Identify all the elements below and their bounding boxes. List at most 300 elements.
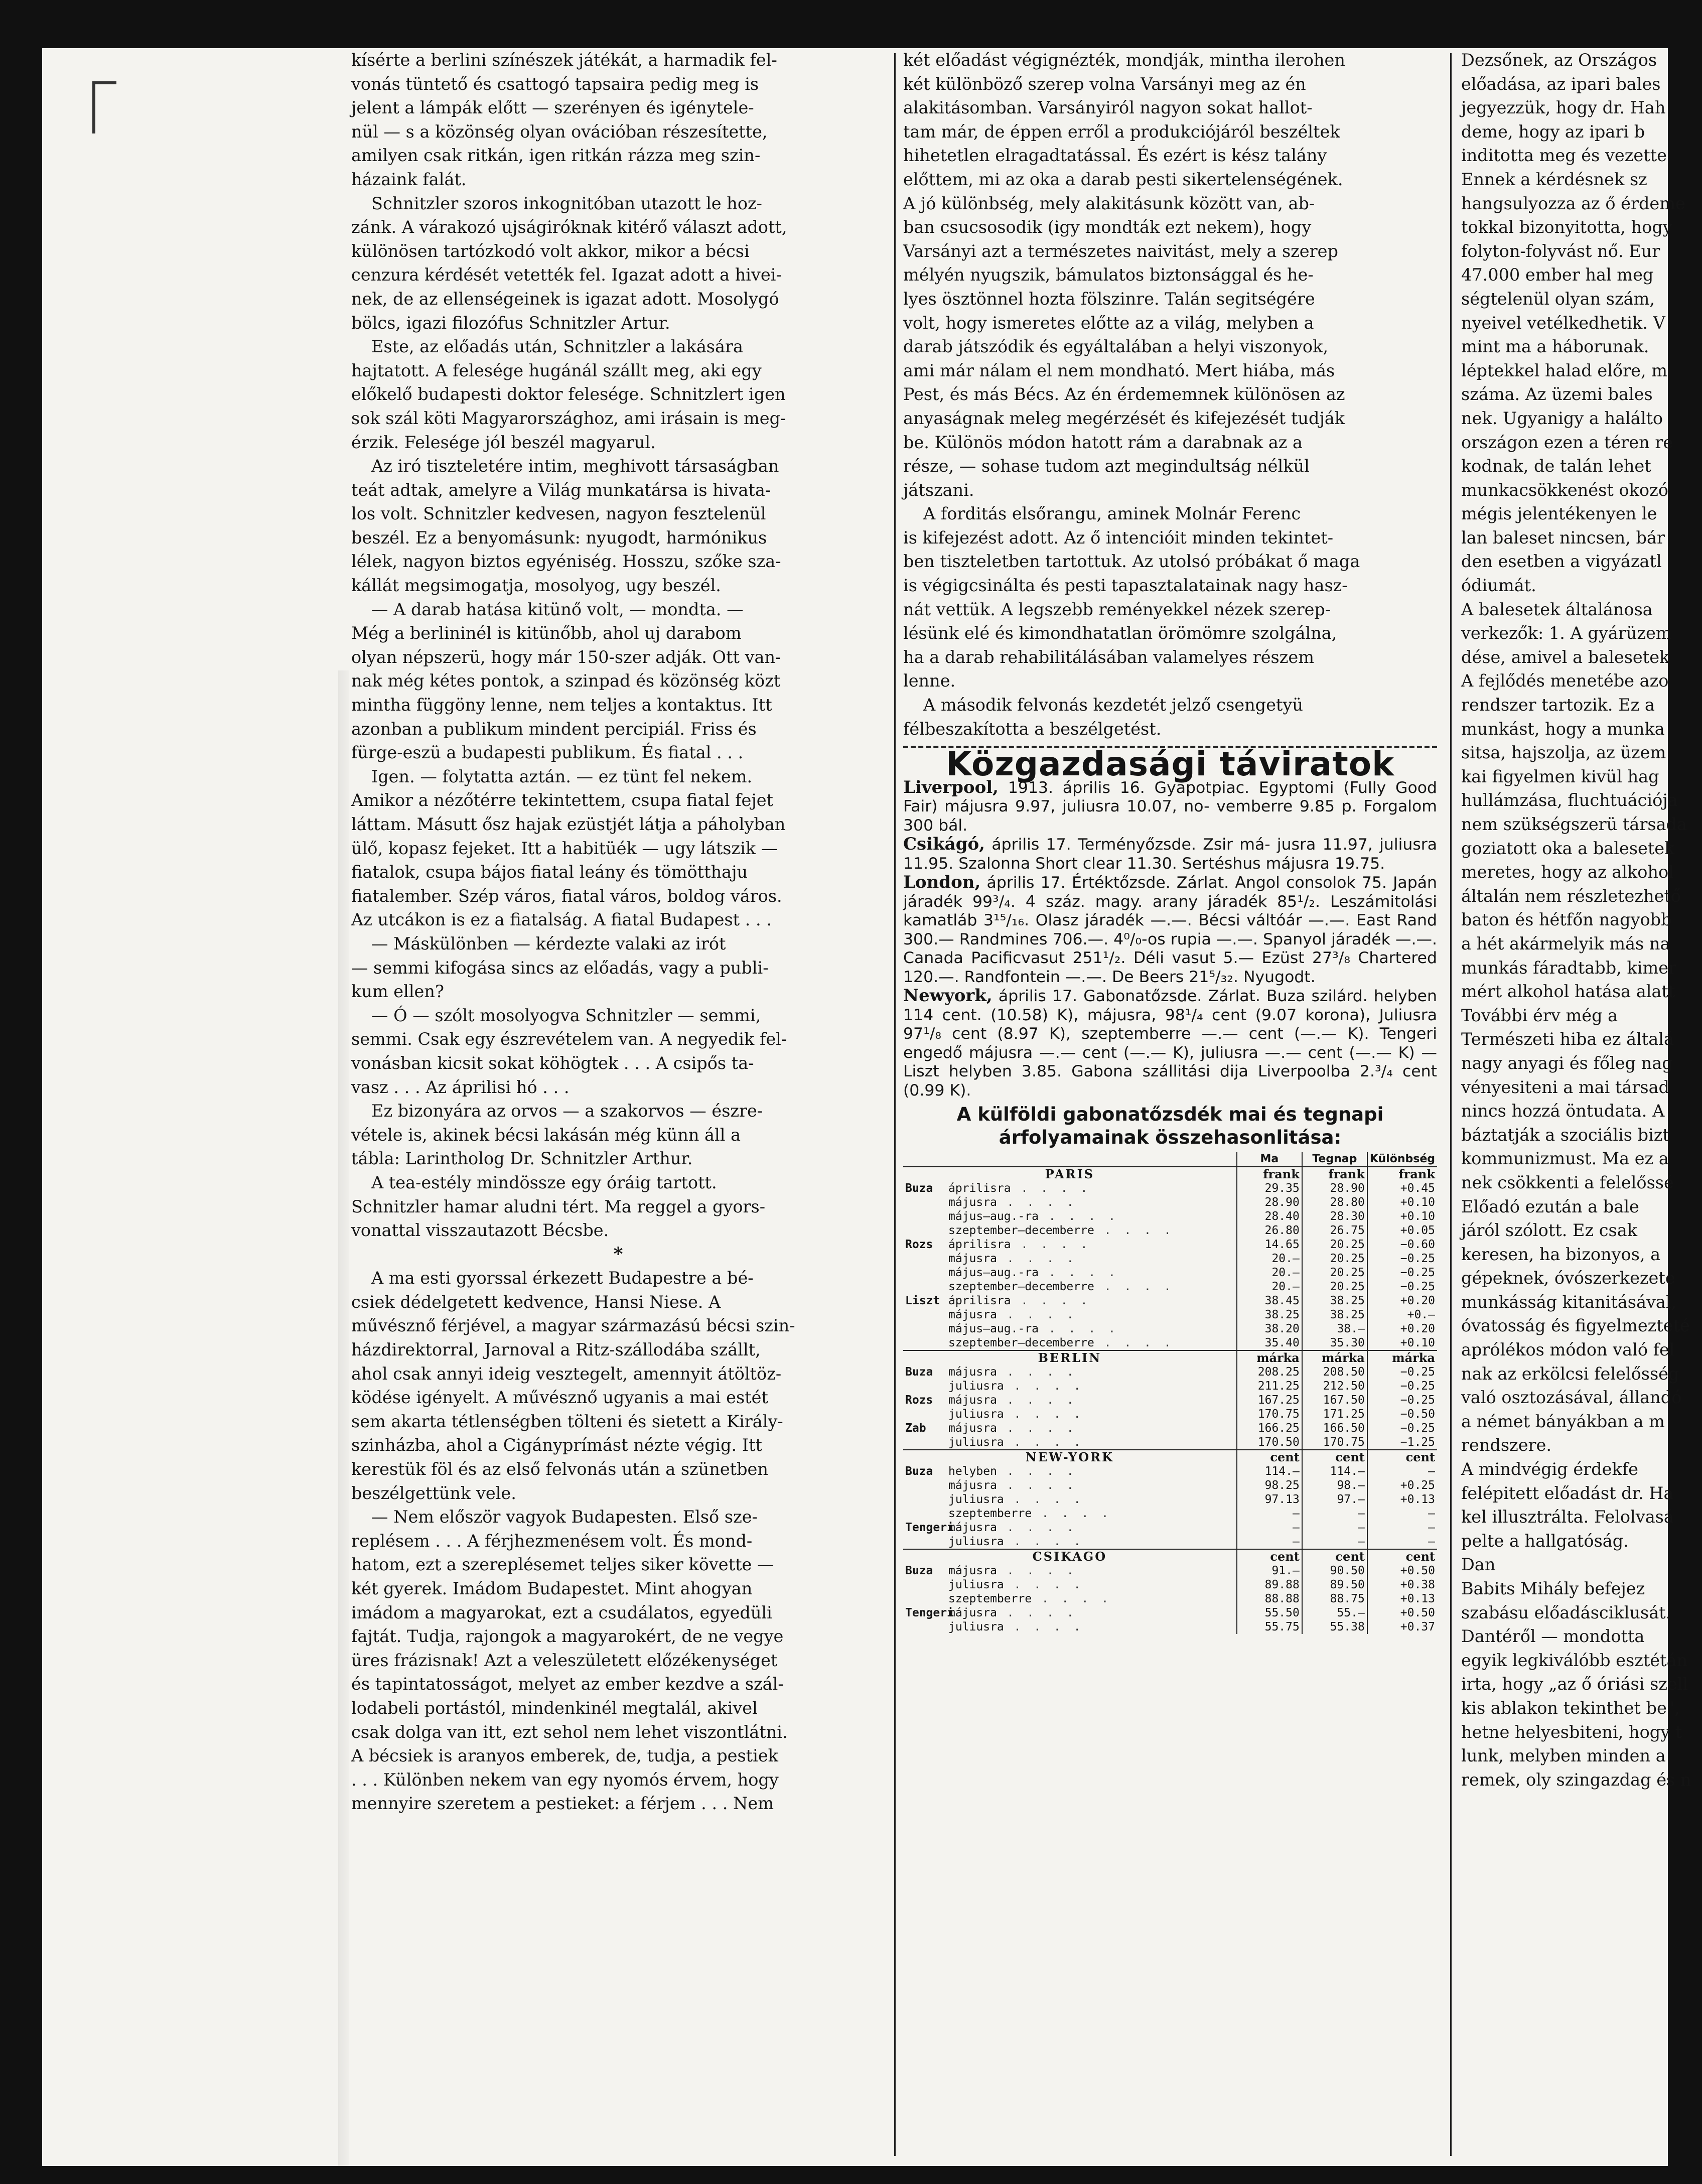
text-line: mélyén nyugszik, bámulatos biztonsággal és he- xyxy=(903,265,1314,285)
delivery-term: szeptemberre xyxy=(948,1507,1032,1521)
text-line: alakitásomban. Varsányiról nagyon sokat hallot- xyxy=(903,98,1313,118)
text-line: ahol csak annyi ideig vesztegelt, amennyit átöltöz- xyxy=(351,1363,782,1384)
text-line: hangsulyozza az ő érdeme xyxy=(1461,193,1685,213)
text-line: A forditás elsőrangu, aminek Molnár Ferenc xyxy=(923,504,1301,524)
price-cell: 167.25 xyxy=(1237,1393,1302,1407)
table-row xyxy=(903,1294,1437,1308)
price-cell: — xyxy=(1237,1521,1302,1535)
dot-leader: . . . . xyxy=(1094,1280,1174,1294)
text-line: két különböző szerep volna Varsányi meg az én xyxy=(903,74,1306,94)
text-line: verkezők: 1. A gyárüzem xyxy=(1461,623,1672,643)
telegraph-text: április 17. Értéktőzsde. Zárlat. Angol consolok 75. Japán járadék 99³/₄. 4 száz. magy. arany járadék 85¹/₂. Leszámitolási kamatláb 3¹⁵/₁₆. Olasz járadék —.—. Bécsi váltóár —.—. East Rand 300.— Randmines 706.—. 4⁰/₀-os rupia —.—. Spanyol járadék —.—. Canada Pacificvasut 251¹/₂. Déli vasut 5.— Ezüst 27³/₈ Chartered 120.—. Randfontein —.—. De Beers 21⁵/₃₂. Nyugodt. xyxy=(903,874,1437,986)
price-cell: 38.45 xyxy=(1237,1294,1302,1308)
text-line: los volt. Schnitzler kedvesen, nagyon fesztelenül xyxy=(351,504,766,524)
price-cell: 211.25 xyxy=(1237,1379,1302,1393)
text-line: munkás fáradtabb, kimer xyxy=(1461,958,1677,978)
text-line: léptekkel halad előre, m xyxy=(1461,360,1667,380)
dot-leader: . . . . xyxy=(1039,1266,1118,1280)
text-line: hetne helyesbiteni, hogy t xyxy=(1461,1722,1682,1742)
delivery-term: juliusra xyxy=(948,1380,1004,1393)
price-cell: +0.50 xyxy=(1367,1606,1437,1620)
row-label xyxy=(903,1266,1237,1280)
price-cell: 98.— xyxy=(1302,1478,1367,1492)
price-cell: −0.25 xyxy=(1367,1252,1437,1266)
delivery-term: május–aug.-ra xyxy=(948,1210,1039,1223)
price-cell: +0.10 xyxy=(1367,1336,1437,1350)
price-cell: −0.60 xyxy=(1367,1238,1437,1252)
telegraph-item xyxy=(903,835,1437,873)
price-cell: 38.20 xyxy=(1237,1322,1302,1336)
dot-leader: . . . . xyxy=(997,1196,1077,1209)
price-cell: 35.40 xyxy=(1237,1336,1302,1350)
text-line: üres frázisnak! Azt a veleszületett előzékenységet xyxy=(351,1650,778,1670)
price-cell: +0.10 xyxy=(1367,1195,1437,1209)
text-line: vonattal visszautazott Bécsbe. xyxy=(351,1220,609,1241)
text-line: is végigcsinálta és pesti tapasztalatainak nagy hasz- xyxy=(903,576,1348,596)
text-line: előkelő budapesti doktor felesége. Schnitzlert igen xyxy=(351,384,786,404)
dot-leader: . . . . xyxy=(997,1479,1077,1492)
text-line: is kifejezést adott. Az ő intencióit minden tekintet- xyxy=(903,527,1334,548)
delivery-term: májusra xyxy=(948,1606,997,1620)
dot-leader: . . . . xyxy=(1032,1507,1111,1521)
column-middle xyxy=(903,48,1437,1634)
text-line: mintha függöny lenne, nem teljes a kontaktus. Itt xyxy=(351,695,772,715)
text-line: keresen, ha bizonyos, a xyxy=(1461,1244,1661,1264)
delivery-term: juliusra xyxy=(948,1436,1004,1449)
price-cell: +0.20 xyxy=(1367,1322,1437,1336)
unit-label: frank xyxy=(1367,1167,1437,1181)
price-cell: 28.80 xyxy=(1302,1195,1367,1209)
text-line: lyes ösztönnel hozta fölszinre. Talán segitségére xyxy=(903,289,1315,309)
price-cell: 97.13 xyxy=(1237,1492,1302,1507)
table-row xyxy=(903,1280,1437,1294)
price-cell: 20.— xyxy=(1237,1252,1302,1266)
column-rule-1 xyxy=(894,53,896,2156)
text-line: óvatosság és figyelmezteté xyxy=(1461,1316,1690,1336)
row-label xyxy=(903,1407,1237,1421)
price-cell: 98.25 xyxy=(1237,1478,1302,1492)
dot-leader: . . . . xyxy=(1094,1224,1174,1238)
table-row xyxy=(903,1238,1437,1252)
row-label xyxy=(903,1223,1237,1238)
price-cell: — xyxy=(1302,1507,1367,1521)
text-line: Amikor a nézőtérre tekintettem, csupa fiatal fejet xyxy=(351,790,774,810)
price-cell: 166.25 xyxy=(1237,1421,1302,1435)
text-line: báztatják a szociális bizt xyxy=(1461,1125,1669,1145)
text-line: * xyxy=(613,1243,623,1265)
text-line: házdirektorral, Jarnoval a Ritz-szállodába szállt, xyxy=(351,1340,761,1360)
text-line: replésem . . . A férjhezmenésem volt. És mond- xyxy=(351,1531,753,1551)
unit-label: cent xyxy=(1302,1549,1367,1564)
text-line: Az iró tiszteletére intim, meghivott társaságban xyxy=(371,456,779,476)
text-line: amilyen csak ritkán, igen ritkán rázza meg szin- xyxy=(351,146,761,166)
text-line: lésünk elé és kimondhatatlan örömömre szolgálna, xyxy=(903,623,1337,643)
price-cell: 38.— xyxy=(1302,1322,1367,1336)
table-header-row xyxy=(903,1152,1437,1167)
text-line: szinházba, ahol a Cigányprímást nézte végig. Itt xyxy=(351,1435,763,1455)
paper-fold-shadow xyxy=(338,670,349,2166)
table-row xyxy=(903,1209,1437,1223)
text-line: munkásság kitanitásával, xyxy=(1461,1292,1677,1312)
dot-leader: . . . . xyxy=(1004,1578,1084,1592)
dot-leader: . . . . xyxy=(1039,1322,1118,1336)
price-cell: — xyxy=(1302,1521,1367,1535)
text-line: munkacsökkenést okozó xyxy=(1461,480,1668,500)
row-label xyxy=(903,1280,1237,1294)
telegraph-item xyxy=(903,987,1437,1100)
price-cell: 208.25 xyxy=(1237,1365,1302,1379)
row-label xyxy=(903,1393,1237,1407)
text-line: két előadást végignézték, mondják, mintha ilerohen xyxy=(903,50,1345,70)
commodity-name: Tengeri xyxy=(905,1521,954,1535)
text-line: remek, oly szingazdag és n xyxy=(1461,1769,1691,1790)
text-line: folyton-folyvást nő. Eur xyxy=(1461,241,1660,261)
text-line: száma. Az üzemi bales xyxy=(1461,384,1653,404)
text-line: mégis jelentékenyen le xyxy=(1461,504,1657,524)
price-cell: 55.38 xyxy=(1302,1620,1367,1634)
dot-leader: . . . . xyxy=(1004,1493,1084,1507)
telegraph-text: április 17. Gabonatőzsde. Zárlat. Buza szilárd. helyben 114 cent. (10.58) K), májusra, 98¹/₄ cent (9.07 korona), Juliusra 97¹/₈ cent (8.97 K), szeptemberre —.— cent (—.— K). Tengeri engedő májusra —.— cent (—.— K), juliusra —.— cent (—.— K) — Liszt helyben 3.85. Gabona szállitási dija Liverpoolba 2.³/₄ cent (0.99 K). xyxy=(903,987,1437,1100)
dot-leader: . . . . xyxy=(1011,1238,1091,1252)
price-cell: — xyxy=(1367,1464,1437,1478)
price-cell: +0.50 xyxy=(1367,1564,1437,1578)
row-label xyxy=(903,1592,1237,1606)
dot-leader: . . . . xyxy=(997,1606,1077,1620)
header-spacer xyxy=(903,1152,1237,1167)
dot-leader: . . . . xyxy=(1004,1408,1084,1421)
table-row xyxy=(903,1322,1437,1336)
price-cell: 97.— xyxy=(1302,1492,1367,1507)
text-line: ségtelenül olyan szám, xyxy=(1461,289,1655,309)
price-cell: +0.13 xyxy=(1367,1592,1437,1606)
price-cell: — xyxy=(1237,1507,1302,1521)
text-line: beszélgettünk vele. xyxy=(351,1483,516,1503)
text-line: Babits Mihály befejez xyxy=(1461,1579,1645,1598)
table-row xyxy=(903,1336,1437,1350)
price-cell: 14.65 xyxy=(1237,1238,1302,1252)
text-line: fürge-eszü a budapesti publikum. És fiatal . . . xyxy=(351,743,744,763)
text-line: Dan xyxy=(1461,1555,1496,1575)
row-label xyxy=(903,1195,1237,1209)
price-cell: +0.10 xyxy=(1367,1209,1437,1223)
dot-leader: . . . . xyxy=(997,1366,1077,1379)
row-label xyxy=(903,1421,1237,1435)
text-line: tokkal bizonyitotta, hogy xyxy=(1461,217,1672,237)
text-line: den esetben a vigyázatl xyxy=(1461,552,1662,572)
commodity-name: Liszt xyxy=(905,1294,940,1308)
telegraph-item xyxy=(903,778,1437,836)
price-cell: — xyxy=(1367,1507,1437,1521)
delivery-term: juliusra xyxy=(948,1535,1004,1549)
price-cell: 55.50 xyxy=(1237,1606,1302,1620)
telegraph-headline: Közgazdasági táviratok xyxy=(946,745,1394,784)
text-line: vétele is, akinek bécsi lakásán még künn áll a xyxy=(351,1125,741,1145)
text-line: vényesiteni a mai társad xyxy=(1461,1077,1669,1097)
text-line: a német bányákban a m xyxy=(1461,1411,1665,1431)
price-cell: 171.25 xyxy=(1302,1407,1367,1421)
column-rule-2 xyxy=(1450,53,1452,2156)
delivery-term: helyben xyxy=(948,1465,997,1478)
table-row xyxy=(903,1223,1437,1238)
delivery-term: május–aug.-ra xyxy=(948,1266,1039,1280)
commodity-name: Buza xyxy=(905,1366,933,1379)
text-line: Természeti hiba ez általá xyxy=(1461,1029,1674,1049)
text-line: nát vettük. A legszebb reményekkel nézek szerep- xyxy=(903,599,1331,619)
table-row xyxy=(903,1308,1437,1322)
text-line: tábla: Larintholog Dr. Schnitzler Arthur. xyxy=(351,1149,693,1169)
market-section-row xyxy=(903,1549,1437,1564)
corner-crop-mark xyxy=(92,81,116,133)
text-line: lunk, melyben minden a xyxy=(1461,1746,1666,1766)
commodity-name: Rozs xyxy=(905,1238,933,1252)
text-line: A mindvégig érdekfe xyxy=(1461,1459,1638,1479)
delivery-term: áprilisra xyxy=(948,1182,1011,1195)
dot-leader: . . . . xyxy=(1032,1592,1111,1606)
text-line: ködése igényelt. A művésznő ugyanis a mai estét xyxy=(351,1388,768,1408)
price-cell: −0.25 xyxy=(1367,1379,1437,1393)
price-cell: −0.25 xyxy=(1367,1393,1437,1407)
text-line: ban csucsosodik (igy mondták ezt nekem), hogy xyxy=(903,217,1312,237)
delivery-term: szeptember–decemberre xyxy=(948,1224,1094,1238)
price-cell: 38.25 xyxy=(1237,1308,1302,1322)
text-line: Varsányi azt a természetes naivitást, mely a szerep xyxy=(903,241,1338,261)
text-line: aprólékos módon való fel xyxy=(1461,1340,1675,1360)
table-row xyxy=(903,1535,1437,1549)
table-row xyxy=(903,1393,1437,1407)
text-line: — Ó — szólt mosolyogva Schnitzler — semmi, xyxy=(371,1005,761,1025)
price-cell: −0.25 xyxy=(1367,1266,1437,1280)
table-row xyxy=(903,1421,1437,1435)
price-cell: 90.50 xyxy=(1302,1564,1367,1578)
price-cell: 88.75 xyxy=(1302,1592,1367,1606)
price-cell: — xyxy=(1367,1535,1437,1549)
text-line: nincs hozzá öntudata. A xyxy=(1461,1101,1665,1121)
text-line: vonás tüntető és csattogó tapsaira pedig meg is xyxy=(351,74,759,94)
text-line: egyik legkiválóbb esztétán xyxy=(1461,1650,1688,1670)
text-line: fiatalember. Szép város, fiatal város, boldog város. xyxy=(351,886,782,906)
price-cell: 114.— xyxy=(1237,1464,1302,1478)
text-line: nagy anyagi és főleg nag xyxy=(1461,1053,1673,1073)
text-line: . . . Különben nekem van egy nyomós érvem, hogy xyxy=(351,1769,779,1790)
text-line: országon ezen a téren re xyxy=(1461,432,1673,452)
text-line: Igen. — folytatta aztán. — ez tünt fel nekem. xyxy=(371,766,753,786)
text-line: gépeknek, óvószerkezete xyxy=(1461,1268,1675,1288)
telegraph-city: Csikágó, xyxy=(903,834,985,855)
row-label xyxy=(903,1252,1237,1266)
price-cell: −0.50 xyxy=(1367,1407,1437,1421)
price-cell: — xyxy=(1367,1521,1437,1535)
text-line: mért alkohol hatása alatt xyxy=(1461,982,1675,1002)
table-row xyxy=(903,1379,1437,1393)
delivery-term: májusra xyxy=(948,1252,997,1266)
unit-label: cent xyxy=(1367,1450,1437,1464)
text-line: A második felvonás kezdetét jelző csengetyü xyxy=(923,695,1303,715)
row-label xyxy=(903,1336,1237,1350)
text-line: nak még kétes pontok, a szinpad és közönség közt xyxy=(351,671,781,691)
text-line: semmi. Csak egy észrevételem van. A negyedik fel- xyxy=(351,1029,787,1049)
text-line: nyeivel vetélkedhetik. V xyxy=(1461,313,1665,333)
text-line: ha a darab rehabilitálásában valamelyes részem xyxy=(903,647,1314,667)
text-line: lenne. xyxy=(903,671,956,691)
text-line: művésznő férjével, a magyar származású bécsi szin- xyxy=(351,1316,795,1336)
market-name: PARIS xyxy=(903,1167,1237,1181)
delivery-term: juliusra xyxy=(948,1620,1004,1634)
text-line: házaink falát. xyxy=(351,169,467,189)
text-line: Még a berlininél is kitünőbb, ahol uj darabom xyxy=(351,623,742,643)
table-row xyxy=(903,1407,1437,1421)
commodity-name: Buza xyxy=(905,1564,933,1578)
delivery-term: májusra xyxy=(948,1479,997,1492)
text-line: kel illusztrálta. Felolvasá xyxy=(1461,1507,1674,1527)
text-line: nek. Ugyanigy a halálto xyxy=(1461,408,1663,428)
text-line: lan baleset nincsen, bár xyxy=(1461,527,1665,548)
text-line: darab játszódik és egyáltalában a helyi viszonyok, xyxy=(903,337,1329,357)
column-header: Ma xyxy=(1237,1152,1302,1167)
text-line: láttam. Másutt ősz hajak ezüstjét látja a páholyban xyxy=(351,814,786,834)
text-line: járól szólott. Ez csak xyxy=(1461,1220,1637,1241)
commodity-name: Rozs xyxy=(905,1394,933,1407)
unit-label: frank xyxy=(1237,1167,1302,1181)
column-header: Különbség xyxy=(1367,1152,1437,1167)
price-cell: 166.50 xyxy=(1302,1421,1367,1435)
price-cell: 28.90 xyxy=(1302,1181,1367,1195)
price-cell: 20.25 xyxy=(1302,1252,1367,1266)
dot-leader: . . . . xyxy=(1004,1436,1084,1449)
text-line: — Máskülönben — kérdezte valaki az irót xyxy=(371,933,726,953)
text-line: Schnitzler hamar aludni tért. Ma reggel a gyors- xyxy=(351,1196,766,1216)
text-line: tam már, de éppen erről a produkciójáról beszéltek xyxy=(903,121,1340,142)
table-row xyxy=(903,1606,1437,1620)
price-cell: −0.25 xyxy=(1367,1280,1437,1294)
text-line: félbeszakította a beszélgetést. xyxy=(903,719,1162,739)
text-line: deme, hogy az ipari b xyxy=(1461,121,1645,142)
text-line: jelent a lámpák előtt — szerényen és igénytele- xyxy=(351,98,754,118)
text-line: munkást, hogy a munka xyxy=(1461,719,1665,739)
telegraph-city: Newyork, xyxy=(903,986,992,1006)
text-line: cenzura kérdését vetették fel. Igazat adott a hivei- xyxy=(351,265,782,285)
row-label xyxy=(903,1564,1237,1578)
text-line: pelte a hallgatóság. xyxy=(1461,1531,1629,1551)
text-line: kommunizmust. Ma ez a xyxy=(1461,1149,1669,1169)
row-label xyxy=(903,1478,1237,1492)
telegraph-item xyxy=(903,873,1437,987)
delivery-term: juliusra xyxy=(948,1408,1004,1421)
text-line: 47.000 ember hal meg xyxy=(1461,265,1654,285)
row-label xyxy=(903,1492,1237,1507)
price-cell: 88.88 xyxy=(1237,1592,1302,1606)
price-cell: 170.75 xyxy=(1237,1407,1302,1421)
price-cell: 28.40 xyxy=(1237,1209,1302,1223)
price-cell: 89.88 xyxy=(1237,1578,1302,1592)
price-cell: 114.— xyxy=(1302,1464,1367,1478)
text-line: sitsa, hajszolja, az üzem xyxy=(1461,743,1666,763)
text-line: Pest, és más Bécs. Az én érdememnek különösen az xyxy=(903,384,1345,404)
text-line: beszél. Ez a benyomásunk: nyugodt, harmónikus xyxy=(351,527,767,548)
telegraph-city: London, xyxy=(903,872,981,893)
delivery-term: szeptember–decemberre xyxy=(948,1336,1094,1350)
text-line: ami már nálam el nem mondható. Mert hiába, más xyxy=(903,360,1335,380)
price-cell: −0.25 xyxy=(1367,1365,1437,1379)
text-line: két gyerek. Imádom Budapestet. Mint ahogyan xyxy=(351,1579,753,1598)
text-line: olyan népszerü, hogy már 150-szer adják. Ott van- xyxy=(351,647,781,667)
price-cell: +0.37 xyxy=(1367,1620,1437,1634)
text-line: hullámzása, fluchtuációja xyxy=(1461,790,1678,810)
text-line: jegyezzük, hogy dr. Hah xyxy=(1461,98,1666,118)
market-name: BERLIN xyxy=(903,1350,1237,1365)
text-line: lodabeli portástól, mindenkinél megtalál, akivel xyxy=(351,1698,758,1718)
text-line: része, — sohase tudom azt megindultság nélkül xyxy=(903,456,1310,476)
text-line: hatom, ezt a szereplésemet teljes siker követte — xyxy=(351,1555,774,1575)
text-line: Schnitzler szoros inkognitóban utazott le hoz- xyxy=(371,193,762,213)
delivery-term: május–aug.-ra xyxy=(948,1322,1039,1336)
delivery-term: májusra xyxy=(948,1521,997,1535)
text-line: A fejlődés menetébe azo xyxy=(1461,671,1669,691)
table-row xyxy=(903,1266,1437,1280)
delivery-term: szeptemberre xyxy=(948,1592,1032,1606)
text-line: anyaságnak meleg megérzését és kifejezését tudják xyxy=(903,408,1345,428)
row-label xyxy=(903,1464,1237,1478)
newspaper-page xyxy=(42,48,1691,2166)
table-row xyxy=(903,1578,1437,1592)
delivery-term: májusra xyxy=(948,1564,997,1578)
price-cell: 20.25 xyxy=(1302,1238,1367,1252)
unit-label: frank xyxy=(1302,1167,1367,1181)
dot-leader: . . . . xyxy=(997,1422,1077,1435)
table-row xyxy=(903,1620,1437,1634)
text-line: A bécsiek is aranyos emberek, de, tudja, a pestiek xyxy=(351,1746,778,1766)
table-row xyxy=(903,1592,1437,1606)
price-cell: 20.25 xyxy=(1302,1266,1367,1280)
grain-table-title: A külföldi gabonatőzsdék mai és tegnapi árfolyamainak összehasonlitása: xyxy=(956,1104,1384,1149)
price-cell: 28.90 xyxy=(1237,1195,1302,1209)
row-label xyxy=(903,1238,1237,1252)
text-line: és tapintatosságot, melyet az ember kezdve a szál- xyxy=(351,1674,784,1694)
delivery-term: juliusra xyxy=(948,1493,1004,1507)
row-label xyxy=(903,1209,1237,1223)
text-line: kai figyelmen kivül hag xyxy=(1461,766,1659,786)
text-line: — Nem először vagyok Budapesten. Első sze- xyxy=(371,1507,758,1527)
text-line: érzik. Felesége jól beszél magyarul. xyxy=(351,432,656,452)
price-cell: −1.25 xyxy=(1367,1435,1437,1450)
unit-label: cent xyxy=(1237,1549,1302,1564)
unit-label: márka xyxy=(1367,1350,1437,1365)
commodity-name: Buza xyxy=(905,1182,933,1195)
price-cell: +0.13 xyxy=(1367,1492,1437,1507)
price-cell: +0.25 xyxy=(1367,1478,1437,1492)
text-line: kállát megsimogatja, mosolyog, ugy beszél. xyxy=(351,576,721,596)
unit-label: cent xyxy=(1367,1549,1437,1564)
text-line: lélek, nagyon biztos egyéniség. Hosszu, szőke sza- xyxy=(351,552,781,572)
row-label xyxy=(903,1379,1237,1393)
unit-label: márka xyxy=(1302,1350,1367,1365)
price-cell: −0.25 xyxy=(1367,1421,1437,1435)
text-line: irta, hogy „az ő óriási szell xyxy=(1461,1674,1688,1694)
price-cell: 167.50 xyxy=(1302,1393,1367,1407)
text-line: ülő, kopasz fejeket. Itt a habitüék — ugy látszik — xyxy=(351,838,778,858)
row-label xyxy=(903,1535,1237,1549)
text-line: kodnak, de talán lehet xyxy=(1461,456,1651,476)
column-header: Tegnap xyxy=(1302,1152,1367,1167)
row-label xyxy=(903,1294,1237,1308)
column-right-cropped xyxy=(1461,48,1702,1792)
price-cell: +0.38 xyxy=(1367,1578,1437,1592)
text-line: bölcs, igazi filozófus Schnitzler Artur. xyxy=(351,313,670,333)
delivery-term: májusra xyxy=(948,1196,997,1209)
text-line: szabásu előadásciklusát. xyxy=(1461,1602,1671,1622)
text-line: előadása, az ipari bales xyxy=(1461,74,1661,94)
row-label xyxy=(903,1578,1237,1592)
text-line: ben tiszteletben tartottuk. Az utolsó próbákat ő maga xyxy=(903,552,1360,572)
